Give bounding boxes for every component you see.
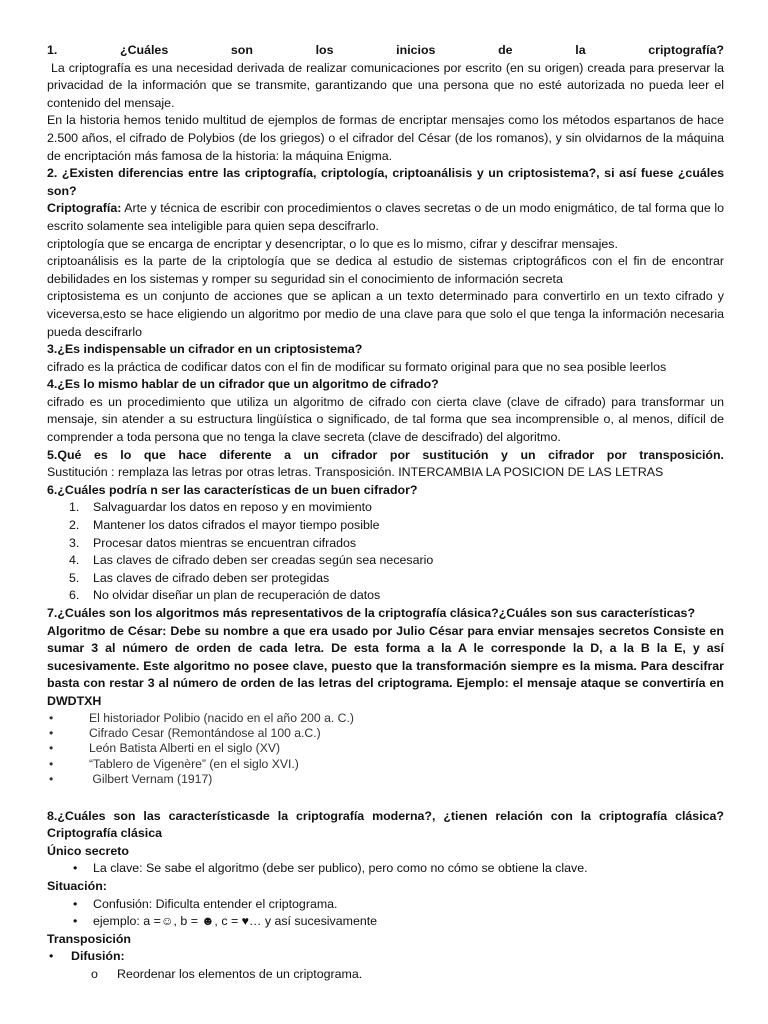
list-item: 6. No olvidar diseñar un plan de recuperación de datos <box>69 588 381 603</box>
list-item: • Gilbert Vernam (1917) <box>49 772 213 787</box>
bullet-icon: • <box>49 725 54 740</box>
bullet-icon: • <box>73 896 78 911</box>
bullet-icon: • <box>49 710 54 725</box>
question-6-title: 6.¿Cuáles podría n ser las características de un buen cifrador? <box>47 482 418 497</box>
good-cipher-list <box>47 499 724 605</box>
list-item: • Difusión: <box>49 948 724 966</box>
heading-criptografia-clasica: Criptografía clásica <box>47 826 163 841</box>
question-2-title: 2. ¿Existen diferencias entre las criptografía, criptología, criptoanálisis y un criptosistema?, si así fuese ¿cuáles son? <box>47 166 724 198</box>
list-item: • El historiador Polibio (nacido en el año 200 a. C.) <box>49 710 354 725</box>
question-1-paragraph-1: La criptografía es una necesidad derivada de realizar comunicaciones por escrito (en su origen) creada para preservar la privacidad de la información que se transmite, garantizando que una persona que no esté autorizada no pueda leer el contenido del mensaje. <box>47 60 728 110</box>
heading-transposicion: Transposición <box>47 931 131 946</box>
question-7-answer: Algoritmo de César: Debe su nombre a que era usado por Julio César para enviar mensajes secretos Consiste en sumar 3 al número de orden de cada letra. De esta forma a la A le corresponde la D, a la B la E, y así sucesivamente. Este algoritmo no posee clave, puesto que la transformación siempre es la misma. Para descifrar basta con restar 3 al número de orden de las letras del criptograma. Ejemplo: el mensaje ataque se convertiría en DWDTXH <box>47 623 724 708</box>
question-5-answer: Sustitución : remplaza las letras por otras letras. Transposición. INTERCAMBIA LA POSICION DE LAS LETRAS <box>47 465 664 480</box>
definition-criptosistema: criptosistema es un conjunto de acciones que se aplican a un texto determinado para convertirlo en un texto cifrado y viceversa,esto se hace eligiendo un algoritmo por medio de una clave para que solo el que tenga la información necesaria pueda descifrarlo <box>47 289 724 339</box>
question-1-title: 1. ¿Cuáles son los inicios de la criptografía? <box>47 43 724 57</box>
question-4-title: 4.¿Es lo mismo hablar de un cifrador que un algoritmo de cifrado? <box>47 377 439 392</box>
unico-secreto-list <box>47 860 724 878</box>
definition-criptografia <box>47 200 724 235</box>
bullet-icon: • <box>49 741 54 756</box>
difusion-sublist <box>47 966 724 984</box>
list-item: 3. Procesar datos mientras se encuentran cifrados <box>69 535 357 550</box>
definition-criptoanalisis: criptoanálisis es la parte de la criptología que se dedica al estudio de sistemas criptográficos con el fin de encontrar debilidades en los sistemas y romper su seguridad sin el conocimiento de información secreta <box>47 254 724 286</box>
question-8-title: 8.¿Cuáles son las característicasde la criptografía moderna?, ¿tienen relación con la criptografía clásica? <box>47 808 724 823</box>
list-item: 2. Mantener los datos cifrados el mayor tiempo posible <box>69 518 380 533</box>
term-criptografia: Criptografía: <box>47 201 122 216</box>
definition-criptografia-text: Arte y técnica de escribir con procedimientos o claves secretas o de un modo enigmático, de tal forma que lo escrito solamente sea inteligible para quien sepa descifrarlo. <box>47 201 724 233</box>
list-item: 5. Las claves de cifrado deben ser protegidas <box>69 570 330 585</box>
bullet-icon: • <box>49 772 54 787</box>
circle-bullet-icon: o <box>91 966 98 981</box>
list-item: 4. Las claves de cifrado deben ser creadas según sea necesario <box>69 553 434 568</box>
question-7-title: 7.¿Cuáles son los algoritmos más representativos de la criptografía clásica?¿Cuáles son sus características? <box>47 606 696 620</box>
question-3-title: 3.¿Es indispensable un cifrador en un criptosistema? <box>47 342 363 357</box>
bullet-icon: • <box>49 949 54 964</box>
spacer <box>47 788 724 808</box>
question-5-title: 5.Qué es lo que hace diferente a un cifrador por sustitución y un cifrador por transposición. <box>47 447 724 462</box>
bullet-icon: • <box>73 914 78 929</box>
classic-algorithms-list <box>47 711 724 788</box>
list-item: • La clave: Se sabe el algoritmo (debe ser publico), pero como no cómo se obtiene la clave. <box>73 860 724 878</box>
heading-unico-secreto: Único secreto <box>47 843 129 858</box>
definition-criptologia: criptología que se encarga de encriptar y desencriptar, o lo que es lo mismo, cifrar y descifrar mensajes. <box>47 236 618 251</box>
list-item: 1. Salvaguardar los datos en reposo y en movimiento <box>69 500 372 515</box>
list-item: • León Batista Alberti en el siglo (XV) <box>49 741 281 756</box>
list-item: • ejemplo: a =☺, b = ☻, c = ♥… y así sucesivamente <box>73 913 724 931</box>
question-4-answer: cifrado es un procedimiento que utiliza un algoritmo de cifrado con cierta clave (clave de cifrado) para transformar un mensaje, sin atender a su estructura lingüística o significado, de tal forma que sea incomprensible o, al menos, difícil de comprender a toda persona que no tenga la clave secreta (clave de descifrado) del algoritmo. <box>47 394 724 445</box>
list-item: • “Tablero de Vigenère” (en el siglo XVI.) <box>49 756 299 771</box>
question-1-paragraph-2: En la historia hemos tenido multitud de ejemplos de formas de encriptar mensajes como los métodos espartanos de hace 2.500 años, el cifrado de Polybios (de los griegos) o el cifrador del César (de los romanos), y sin olvidarnos de la máquina de encriptación más famosa de la historia: la máquina Enigma. <box>47 113 724 163</box>
heading-situacion: Situación: <box>47 878 107 893</box>
question-3-answer: cifrado es la práctica de codificar datos con el fin de modificar su formato original para que no sea posible leerlos <box>47 359 667 374</box>
list-item: o Reordenar los elementos de un criptograma. <box>91 966 724 984</box>
list-item: • Confusión: Dificulta entender el criptograma. <box>73 896 724 914</box>
transposicion-list <box>47 948 724 966</box>
situacion-list <box>47 896 724 931</box>
list-item: • Cifrado Cesar (Remontándose al 100 a.C.) <box>49 725 321 740</box>
bullet-icon: • <box>49 756 54 771</box>
bullet-icon: • <box>73 861 78 876</box>
